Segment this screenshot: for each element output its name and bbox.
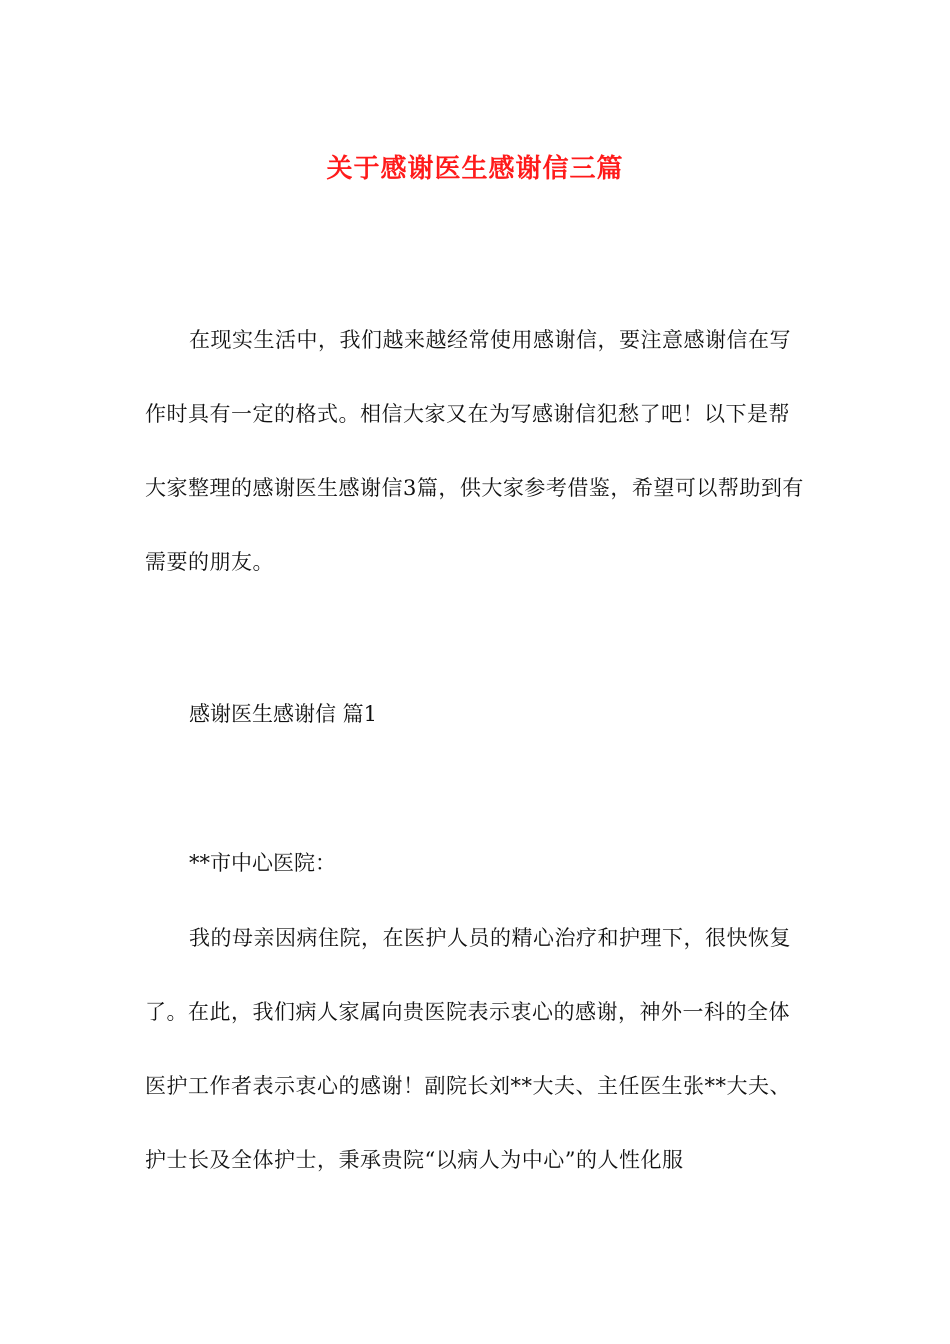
intro-paragraph: 在现实生活中，我们越来越经常使用感谢信，要注意感谢信在写作时具有一定的格式。相信大家又在为写感谢信犯愁了吧！以下是帮大家整理的感谢医生感谢信3篇，供大家参考借鉴，希望可以帮助到有需要的朋友。 [145, 328, 804, 574]
letter-salutation: **市中心医院： [189, 851, 336, 875]
section-heading: 感谢医生感谢信 篇1 [189, 702, 378, 726]
document-title: 关于感谢医生感谢信三篇 [326, 154, 624, 185]
letter-paragraph: 我的母亲因病住院，在医护人员的精心治疗和护理下，很快恢复了。在此，我们病人家属向贵医院表示衷心的感谢，神外一科的全体医护工作者表示衷心的感谢！副院长刘**大夫、主任医生张**大夫、护士长及全体护士，秉承贵院“以病人为中心”的人性化服 [145, 926, 791, 1172]
